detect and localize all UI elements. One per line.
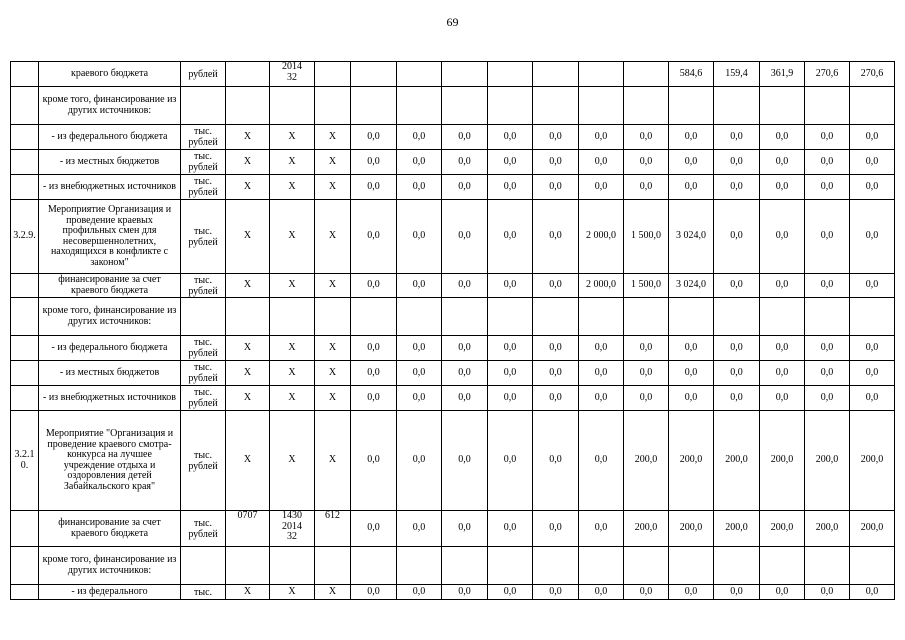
value-cell: 0,0 xyxy=(669,125,714,150)
value-cell: 0,0 xyxy=(351,200,397,274)
value-cell: 0,0 xyxy=(850,274,895,298)
value-cell: 0,0 xyxy=(533,200,579,274)
value-cell xyxy=(488,298,533,336)
row-number-cell xyxy=(11,62,39,87)
value-cell: 0,0 xyxy=(669,150,714,175)
value-cell: 0,0 xyxy=(850,336,895,361)
value-cell xyxy=(579,62,624,87)
value-cell xyxy=(351,87,397,125)
value-cell: Х xyxy=(226,336,270,361)
value-cell: 584,6 xyxy=(669,62,714,87)
table-row xyxy=(11,150,895,175)
value-cell: 200,0 xyxy=(714,411,760,511)
value-cell: Х xyxy=(315,361,351,386)
value-cell xyxy=(669,87,714,125)
value-cell: 0,0 xyxy=(488,336,533,361)
row-unit xyxy=(181,87,226,125)
value-cell: 0,0 xyxy=(488,150,533,175)
value-cell xyxy=(442,298,488,336)
value-cell: Х xyxy=(270,274,315,298)
value-cell: 0,0 xyxy=(579,411,624,511)
value-cell xyxy=(181,547,226,585)
measure-number: 3.2.9. xyxy=(11,200,39,274)
row-description: - из местных бюджетов xyxy=(39,361,181,386)
value-cell: 2 000,0 xyxy=(579,200,624,274)
value-cell: 0,0 xyxy=(442,200,488,274)
value-cell: 0,0 xyxy=(351,585,397,600)
value-cell: 0,0 xyxy=(714,386,760,411)
value-cell: 0,0 xyxy=(714,336,760,361)
value-cell: Х xyxy=(270,361,315,386)
value-cell: 0,0 xyxy=(760,200,805,274)
value-cell xyxy=(533,62,579,87)
table-row xyxy=(11,125,895,150)
value-cell: 0,0 xyxy=(624,336,669,361)
value-cell xyxy=(624,298,669,336)
measure-title: Мероприятие Организация и проведение краевых профильных смен для несовершеннолетних, находящихся в конфликте с законом" xyxy=(39,200,181,274)
value-cell: 0,0 xyxy=(488,125,533,150)
value-cell xyxy=(397,62,442,87)
value-cell: Х xyxy=(315,175,351,200)
value-cell xyxy=(579,547,624,585)
value-cell: Х xyxy=(270,386,315,411)
value-cell: 0,0 xyxy=(760,150,805,175)
value-cell: 1 500,0 xyxy=(624,274,669,298)
value-cell: 0,0 xyxy=(397,361,442,386)
value-cell: 0,0 xyxy=(533,274,579,298)
value-cell: 200,0 xyxy=(760,411,805,511)
row-unit: тыс. рублей xyxy=(181,361,226,386)
value-cell: 0,0 xyxy=(533,585,579,600)
value-cell: 0,0 xyxy=(579,361,624,386)
value-cell: Х xyxy=(315,274,351,298)
value-cell: 0,0 xyxy=(442,175,488,200)
value-cell: Х xyxy=(226,175,270,200)
value-cell: 0,0 xyxy=(714,585,760,600)
value-cell: 0,0 xyxy=(669,175,714,200)
value-cell xyxy=(226,62,270,87)
value-cell: 0,0 xyxy=(351,125,397,150)
value-cell: 0,0 xyxy=(488,386,533,411)
value-cell: 0,0 xyxy=(488,274,533,298)
value-cell: 0,0 xyxy=(760,175,805,200)
value-cell: 0,0 xyxy=(488,200,533,274)
row-unit: тыс. рублей xyxy=(181,150,226,175)
value-cell: 0,0 xyxy=(850,150,895,175)
value-cell: 0,0 xyxy=(351,274,397,298)
row-description: финансирование за счет краевого бюджета xyxy=(39,511,181,547)
table-row xyxy=(11,547,895,585)
value-cell xyxy=(442,547,488,585)
value-cell: 0,0 xyxy=(397,386,442,411)
row-number-cell xyxy=(11,511,39,547)
value-cell: 0,0 xyxy=(624,585,669,600)
value-cell: 200,0 xyxy=(624,411,669,511)
value-cell: 0,0 xyxy=(397,336,442,361)
row-description: - из внебюджетных источников xyxy=(39,175,181,200)
value-cell: 0,0 xyxy=(624,361,669,386)
value-cell xyxy=(315,298,351,336)
value-cell: 0,0 xyxy=(442,125,488,150)
value-cell: 0,0 xyxy=(579,125,624,150)
value-cell xyxy=(714,298,760,336)
value-cell: 0,0 xyxy=(850,175,895,200)
row-unit: тыс. рублей xyxy=(181,274,226,298)
row-number-cell xyxy=(11,386,39,411)
row-description: - из федерального бюджета xyxy=(39,336,181,361)
value-cell: 270,6 xyxy=(805,62,850,87)
value-cell: 0,0 xyxy=(351,386,397,411)
value-cell xyxy=(533,547,579,585)
value-cell: Х xyxy=(315,411,351,511)
value-cell xyxy=(315,62,351,87)
value-cell: 0,0 xyxy=(850,585,895,600)
value-cell xyxy=(397,298,442,336)
value-cell: 0,0 xyxy=(579,585,624,600)
value-cell: 0,0 xyxy=(760,336,805,361)
value-cell: 0,0 xyxy=(669,386,714,411)
table-row xyxy=(11,175,895,200)
value-cell: Х xyxy=(226,386,270,411)
value-cell xyxy=(315,547,351,585)
value-cell xyxy=(442,87,488,125)
value-cell: 159,4 xyxy=(714,62,760,87)
table-row xyxy=(11,511,895,547)
value-cell: 0,0 xyxy=(714,200,760,274)
value-cell: 200,0 xyxy=(850,511,895,547)
value-cell: 200,0 xyxy=(624,511,669,547)
value-cell: 0,0 xyxy=(488,511,533,547)
value-cell: 200,0 xyxy=(669,511,714,547)
value-cell xyxy=(351,298,397,336)
value-cell: Х xyxy=(270,175,315,200)
value-cell: 0,0 xyxy=(579,386,624,411)
value-cell: 0,0 xyxy=(442,150,488,175)
value-cell: 0,0 xyxy=(533,150,579,175)
value-cell: 200,0 xyxy=(805,411,850,511)
value-cell: Х xyxy=(315,125,351,150)
value-cell xyxy=(805,547,850,585)
value-cell: 0,0 xyxy=(442,386,488,411)
value-cell: 200,0 xyxy=(760,511,805,547)
row-number-cell xyxy=(11,150,39,175)
value-cell: Х xyxy=(270,585,315,600)
page-number: 69 xyxy=(446,15,459,29)
value-cell: Х xyxy=(315,585,351,600)
value-cell: 0,0 xyxy=(397,150,442,175)
value-cell: Х xyxy=(315,200,351,274)
value-cell xyxy=(351,62,397,87)
row-number-cell xyxy=(11,336,39,361)
table-row xyxy=(11,411,895,511)
row-unit: тыс. рублей xyxy=(181,175,226,200)
row-number-cell xyxy=(11,274,39,298)
measure-title: Мероприятие "Организация и проведение краевого смотра-конкурса на лучшее учреждение отдыха и оздоровления детей Забайкальского края" xyxy=(39,411,181,511)
value-cell: 1 500,0 xyxy=(624,200,669,274)
value-cell: Х xyxy=(270,150,315,175)
value-cell xyxy=(760,547,805,585)
value-cell: 200,0 xyxy=(850,411,895,511)
value-cell xyxy=(669,547,714,585)
value-cell: Х xyxy=(315,386,351,411)
value-cell: Х xyxy=(315,150,351,175)
value-cell: 0,0 xyxy=(805,274,850,298)
value-cell: 0,0 xyxy=(488,585,533,600)
row-unit: тыс. рублей xyxy=(181,200,226,274)
value-cell: Х xyxy=(315,336,351,361)
value-cell: 0,0 xyxy=(533,125,579,150)
value-cell xyxy=(226,298,270,336)
value-cell: Х xyxy=(226,274,270,298)
table-row xyxy=(11,585,895,600)
value-cell: 0,0 xyxy=(669,361,714,386)
table-row xyxy=(11,361,895,386)
row-description: краевого бюджета xyxy=(39,62,181,87)
row-unit: рублей xyxy=(181,62,226,87)
value-cell: 0,0 xyxy=(397,411,442,511)
value-cell: 0,0 xyxy=(850,361,895,386)
value-cell xyxy=(533,298,579,336)
value-cell xyxy=(226,547,270,585)
table-row xyxy=(11,336,895,361)
row-description: кроме того, финансирование из других источников: xyxy=(39,547,181,585)
value-cell: 0,0 xyxy=(669,336,714,361)
value-cell: 0,0 xyxy=(669,585,714,600)
value-cell xyxy=(442,62,488,87)
value-cell: 0,0 xyxy=(397,200,442,274)
row-number-cell xyxy=(11,547,39,585)
value-cell: 0,0 xyxy=(714,125,760,150)
value-cell: 0,0 xyxy=(351,411,397,511)
value-cell: 0,0 xyxy=(624,150,669,175)
value-cell xyxy=(805,87,850,125)
value-cell xyxy=(850,298,895,336)
value-cell xyxy=(270,87,315,125)
value-cell: 0,0 xyxy=(624,175,669,200)
value-cell: 0,0 xyxy=(442,274,488,298)
value-cell: 0,0 xyxy=(442,585,488,600)
row-description: кроме того, финансирование из других источников: xyxy=(39,87,181,125)
value-cell: 0,0 xyxy=(760,274,805,298)
value-cell: 0,0 xyxy=(805,200,850,274)
value-cell: 0,0 xyxy=(850,200,895,274)
value-cell: 0,0 xyxy=(533,386,579,411)
value-cell: 0,0 xyxy=(397,585,442,600)
value-cell: Х xyxy=(226,150,270,175)
value-cell: 0,0 xyxy=(579,175,624,200)
value-cell: Х xyxy=(270,125,315,150)
value-cell: 0,0 xyxy=(397,511,442,547)
value-cell: 0,0 xyxy=(714,361,760,386)
budget-table xyxy=(10,61,895,600)
value-cell: 0,0 xyxy=(533,336,579,361)
code-cell: 1430 2014 32 xyxy=(270,511,315,547)
row-unit: тыс. рублей xyxy=(181,511,226,547)
value-cell: 0,0 xyxy=(533,361,579,386)
value-cell: 3 024,0 xyxy=(669,274,714,298)
row-number-cell xyxy=(11,298,39,336)
row-number-cell xyxy=(11,585,39,600)
value-cell: 0,0 xyxy=(533,511,579,547)
value-cell: 0,0 xyxy=(351,511,397,547)
value-cell xyxy=(760,87,805,125)
table-row xyxy=(11,298,895,336)
row-description: - из федерального бюджета xyxy=(39,125,181,150)
value-cell xyxy=(579,87,624,125)
value-cell: 0,0 xyxy=(714,150,760,175)
value-cell: 3 024,0 xyxy=(669,200,714,274)
row-description: - из федерального xyxy=(39,585,181,600)
value-cell: 0,0 xyxy=(805,361,850,386)
code-cell: 0707 xyxy=(226,511,270,547)
row-unit: тыс. рублей xyxy=(181,336,226,361)
table-row xyxy=(11,87,895,125)
value-cell: 0,0 xyxy=(397,175,442,200)
row-unit: тыс. рублей xyxy=(181,125,226,150)
value-cell xyxy=(226,87,270,125)
value-cell: 0,0 xyxy=(714,274,760,298)
value-cell: 0,0 xyxy=(397,125,442,150)
value-cell: 0,0 xyxy=(760,386,805,411)
value-cell: 200,0 xyxy=(805,511,850,547)
value-cell xyxy=(181,298,226,336)
value-cell xyxy=(488,547,533,585)
value-cell xyxy=(714,87,760,125)
value-cell xyxy=(270,298,315,336)
measure-number: 3.2.1 0. xyxy=(11,411,39,511)
value-cell xyxy=(397,87,442,125)
value-cell: 0,0 xyxy=(442,336,488,361)
value-cell: 0,0 xyxy=(488,411,533,511)
value-cell: 0,0 xyxy=(714,175,760,200)
row-number-cell xyxy=(11,87,39,125)
value-cell xyxy=(488,62,533,87)
value-cell: 0,0 xyxy=(850,125,895,150)
value-cell: 0,0 xyxy=(579,150,624,175)
value-cell xyxy=(624,62,669,87)
value-cell xyxy=(397,547,442,585)
value-cell xyxy=(351,547,397,585)
value-cell: 0,0 xyxy=(442,511,488,547)
value-cell: 0,0 xyxy=(351,150,397,175)
value-cell: 0,0 xyxy=(624,386,669,411)
value-cell xyxy=(669,298,714,336)
value-cell xyxy=(624,547,669,585)
value-cell: 0,0 xyxy=(533,411,579,511)
row-unit: тыс. рублей xyxy=(181,411,226,511)
value-cell: 0,0 xyxy=(760,125,805,150)
value-cell: 0,0 xyxy=(624,125,669,150)
value-cell: 0,0 xyxy=(805,386,850,411)
value-cell: Х xyxy=(226,411,270,511)
value-cell: 270,6 xyxy=(850,62,895,87)
row-description: - из внебюджетных источников xyxy=(39,386,181,411)
table-row xyxy=(11,274,895,298)
value-cell xyxy=(488,87,533,125)
row-description: финансирование за счет краевого бюджета xyxy=(39,274,181,298)
value-cell: 0,0 xyxy=(488,175,533,200)
value-cell: 2 000,0 xyxy=(579,274,624,298)
code-cell: 612 xyxy=(315,511,351,547)
value-cell: 200,0 xyxy=(714,511,760,547)
value-cell xyxy=(805,298,850,336)
row-number-cell xyxy=(11,361,39,386)
value-cell: Х xyxy=(270,411,315,511)
table-row xyxy=(11,62,895,87)
row-unit: тыс. рублей xyxy=(181,386,226,411)
value-cell: 0,0 xyxy=(351,361,397,386)
value-cell: 0,0 xyxy=(850,386,895,411)
row-number-cell xyxy=(11,125,39,150)
value-cell: 0,0 xyxy=(805,585,850,600)
value-cell: 0,0 xyxy=(442,361,488,386)
value-cell: 0,0 xyxy=(533,175,579,200)
value-cell xyxy=(850,547,895,585)
value-cell: 0,0 xyxy=(805,175,850,200)
value-cell: 0,0 xyxy=(579,511,624,547)
value-cell xyxy=(315,87,351,125)
value-cell: 0,0 xyxy=(488,361,533,386)
row-number-cell xyxy=(11,175,39,200)
value-cell: 0,0 xyxy=(805,336,850,361)
value-cell: 0,0 xyxy=(397,274,442,298)
value-cell: Х xyxy=(270,200,315,274)
value-cell xyxy=(760,298,805,336)
row-description: - из местных бюджетов xyxy=(39,150,181,175)
value-cell xyxy=(714,547,760,585)
value-cell: 0,0 xyxy=(760,585,805,600)
value-cell xyxy=(533,87,579,125)
value-cell xyxy=(624,87,669,125)
value-cell: 0,0 xyxy=(805,150,850,175)
value-cell: Х xyxy=(226,200,270,274)
table-row xyxy=(11,200,895,274)
value-cell: 0,0 xyxy=(351,175,397,200)
value-cell: 361,9 xyxy=(760,62,805,87)
value-cell: 0,0 xyxy=(805,125,850,150)
value-cell: Х xyxy=(226,361,270,386)
row-unit: тыс. xyxy=(181,585,226,600)
value-cell: Х xyxy=(270,336,315,361)
value-cell xyxy=(579,298,624,336)
value-cell: 0,0 xyxy=(579,336,624,361)
value-cell: 0,0 xyxy=(760,361,805,386)
value-cell: Х xyxy=(226,585,270,600)
value-cell xyxy=(270,547,315,585)
table-row xyxy=(11,386,895,411)
value-cell: Х xyxy=(226,125,270,150)
row-description: кроме того, финансирование из других источников: xyxy=(39,298,181,336)
value-cell: 0,0 xyxy=(351,336,397,361)
value-cell xyxy=(850,87,895,125)
code-cell: 2014 32 xyxy=(270,62,315,87)
value-cell: 200,0 xyxy=(669,411,714,511)
value-cell: 0,0 xyxy=(442,411,488,511)
